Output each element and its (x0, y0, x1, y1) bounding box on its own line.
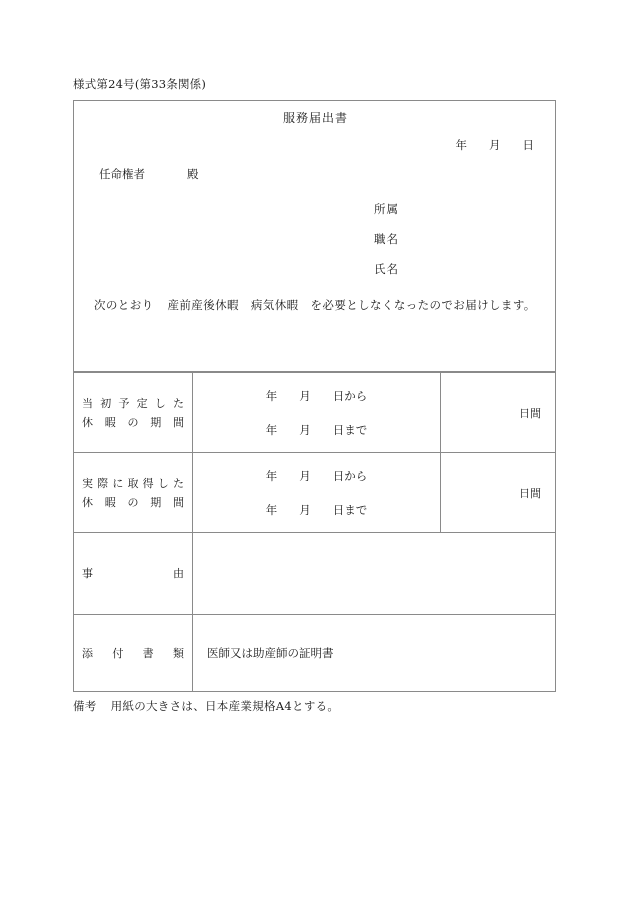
table-row-actual-period (74, 453, 555, 533)
row-label-reason (74, 533, 193, 614)
field-name: 氏名 (374, 262, 399, 276)
form-table (73, 372, 556, 692)
actual-period-dates (193, 453, 441, 532)
form-number: 様式第24号(第33条関係) (73, 77, 207, 91)
body-sentence (94, 297, 536, 313)
signer-fields (374, 194, 399, 284)
footer-text: 用紙の大きさは、日本産業規格A4とする。 (110, 699, 340, 713)
date-month-label: 月 (489, 138, 501, 152)
field-job-title: 職名 (374, 232, 399, 246)
actual-date-to: 年 月 日まで (265, 502, 368, 517)
reason-value[interactable] (193, 533, 555, 614)
planned-label-line1: 当 初 予 定 し た (82, 396, 184, 410)
planned-date-from: 年 月 日から (265, 388, 368, 403)
table-row-attachment (74, 615, 555, 691)
upper-form-box (73, 100, 556, 372)
row-label-actual-period (74, 453, 193, 532)
field-affiliation: 所属 (374, 202, 399, 216)
planned-label-line2: 休 暇 の 期 間 (82, 415, 184, 429)
planned-days-unit: 日間 (519, 406, 541, 420)
planned-date-to: 年 月 日まで (265, 422, 368, 437)
row-label-planned-period (74, 373, 193, 452)
footer-note (73, 698, 339, 714)
attachment-label: 添 付 書 類 (82, 646, 184, 660)
date-year-label: 年 (455, 138, 467, 152)
planned-period-dates (193, 373, 441, 452)
recipient-honorific: 殿 (187, 167, 199, 181)
table-row-planned-period (74, 373, 555, 453)
footer-label: 備考 (73, 699, 97, 713)
recipient-label: 任命権者 (99, 167, 145, 181)
leave-type-sick: 病気休暇 (250, 298, 299, 312)
table-row-reason (74, 533, 555, 615)
leave-type-maternity: 産前産後休暇 (167, 298, 239, 312)
row-label-attachment (74, 615, 193, 691)
document-title: 服務届出書 (282, 111, 348, 125)
date-day-label: 日 (522, 138, 534, 152)
actual-days-unit: 日間 (519, 486, 541, 500)
actual-date-from: 年 月 日から (265, 468, 368, 483)
submission-date-line (74, 137, 534, 153)
actual-label-line2: 休 暇 の 期 間 (82, 495, 184, 509)
actual-label-line1: 実 際 に 取 得 し た (82, 476, 184, 490)
body-lead: 次のとおり (94, 298, 154, 312)
attachment-value: 医師又は助産師の証明書 (207, 646, 334, 660)
reason-label: 事 由 (82, 567, 184, 580)
recipient-line (99, 166, 199, 182)
body-tail: を必要としなくなったのでお届けします。 (310, 298, 536, 312)
